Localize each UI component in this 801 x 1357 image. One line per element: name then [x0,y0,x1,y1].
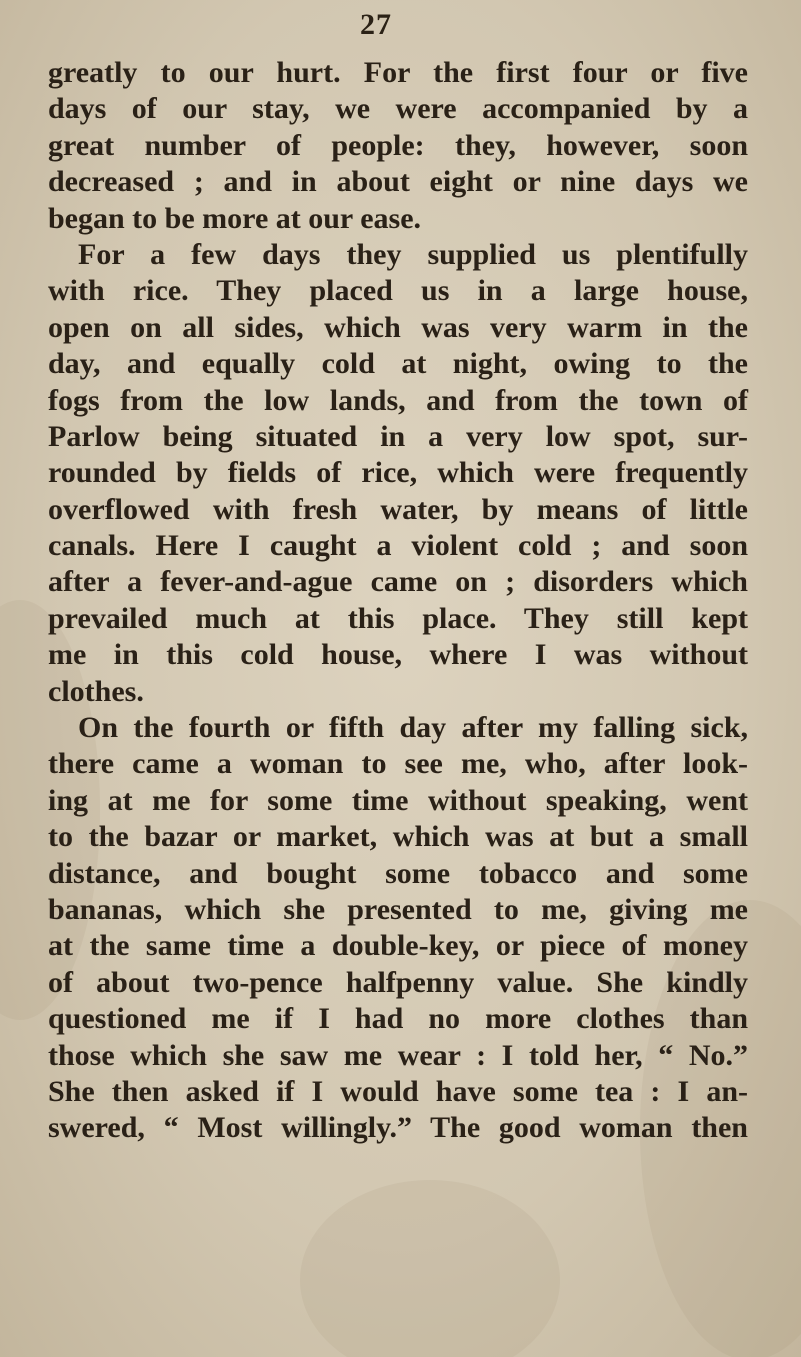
text-line: questioned me if I had no more clothes than [48,1002,748,1036]
body-text [48,55,748,1147]
text-line: swered, “ Most willingly.” The good woman then [48,1111,748,1145]
text-line: day, and equally cold at night, owing to the [48,347,748,381]
text-line: there came a woman to see me, who, after look- [48,747,748,781]
text-line: those which she saw me wear : I told her, “ No.” [48,1038,748,1072]
text-line: Parlow being situated in a very low spot, sur- [48,419,748,453]
text-line: distance, and bought some tobacco and some [48,856,748,890]
text-line: fogs from the low lands, and from the town of [48,383,748,417]
text-line: overflowed with fresh water, by means of little [48,492,748,526]
text-line: me in this cold house, where I was without [48,638,748,672]
text-line: open on all sides, which was very warm in the [48,310,748,344]
text-line: decreased ; and in about eight or nine days we [48,165,748,199]
text-line: at the same time a double-key, or piece of money [48,929,748,963]
text-line: prevailed much at this place. They still kept [48,601,748,635]
text-line: days of our stay, we were accompanied by a [48,92,748,126]
text-line: greatly to our hurt. For the first four or five [48,56,748,89]
text-line: rounded by fields of rice, which were frequently [48,456,748,490]
text-line: of about two-pence halfpenny value. She kindly [48,965,748,999]
text-line: canals. Here I caught a violent cold ; and soon [48,529,748,563]
text-line: She then asked if I would have some tea : I an- [48,1074,748,1108]
text-line: to the bazar or market, which was at but a small [48,820,748,854]
text-line: great number of people: they, however, soon [48,128,748,162]
text-line: bananas, which she presented to me, giving me [48,892,748,926]
paper-stain [300,1180,560,1357]
text-line: On the fourth or fifth day after my falling sick, [78,711,748,745]
text-line: clothes. [48,674,144,708]
text-line: ing at me for some time without speaking, went [48,783,748,817]
text-line: with rice. They placed us in a large house, [48,274,748,308]
text-line: For a few days they supplied us plentifully [78,237,748,271]
page-number: 27 [360,8,392,41]
text-line: began to be more at our ease. [48,201,422,235]
text-line: after a fever-and-ague came on ; disorders which [48,565,748,599]
